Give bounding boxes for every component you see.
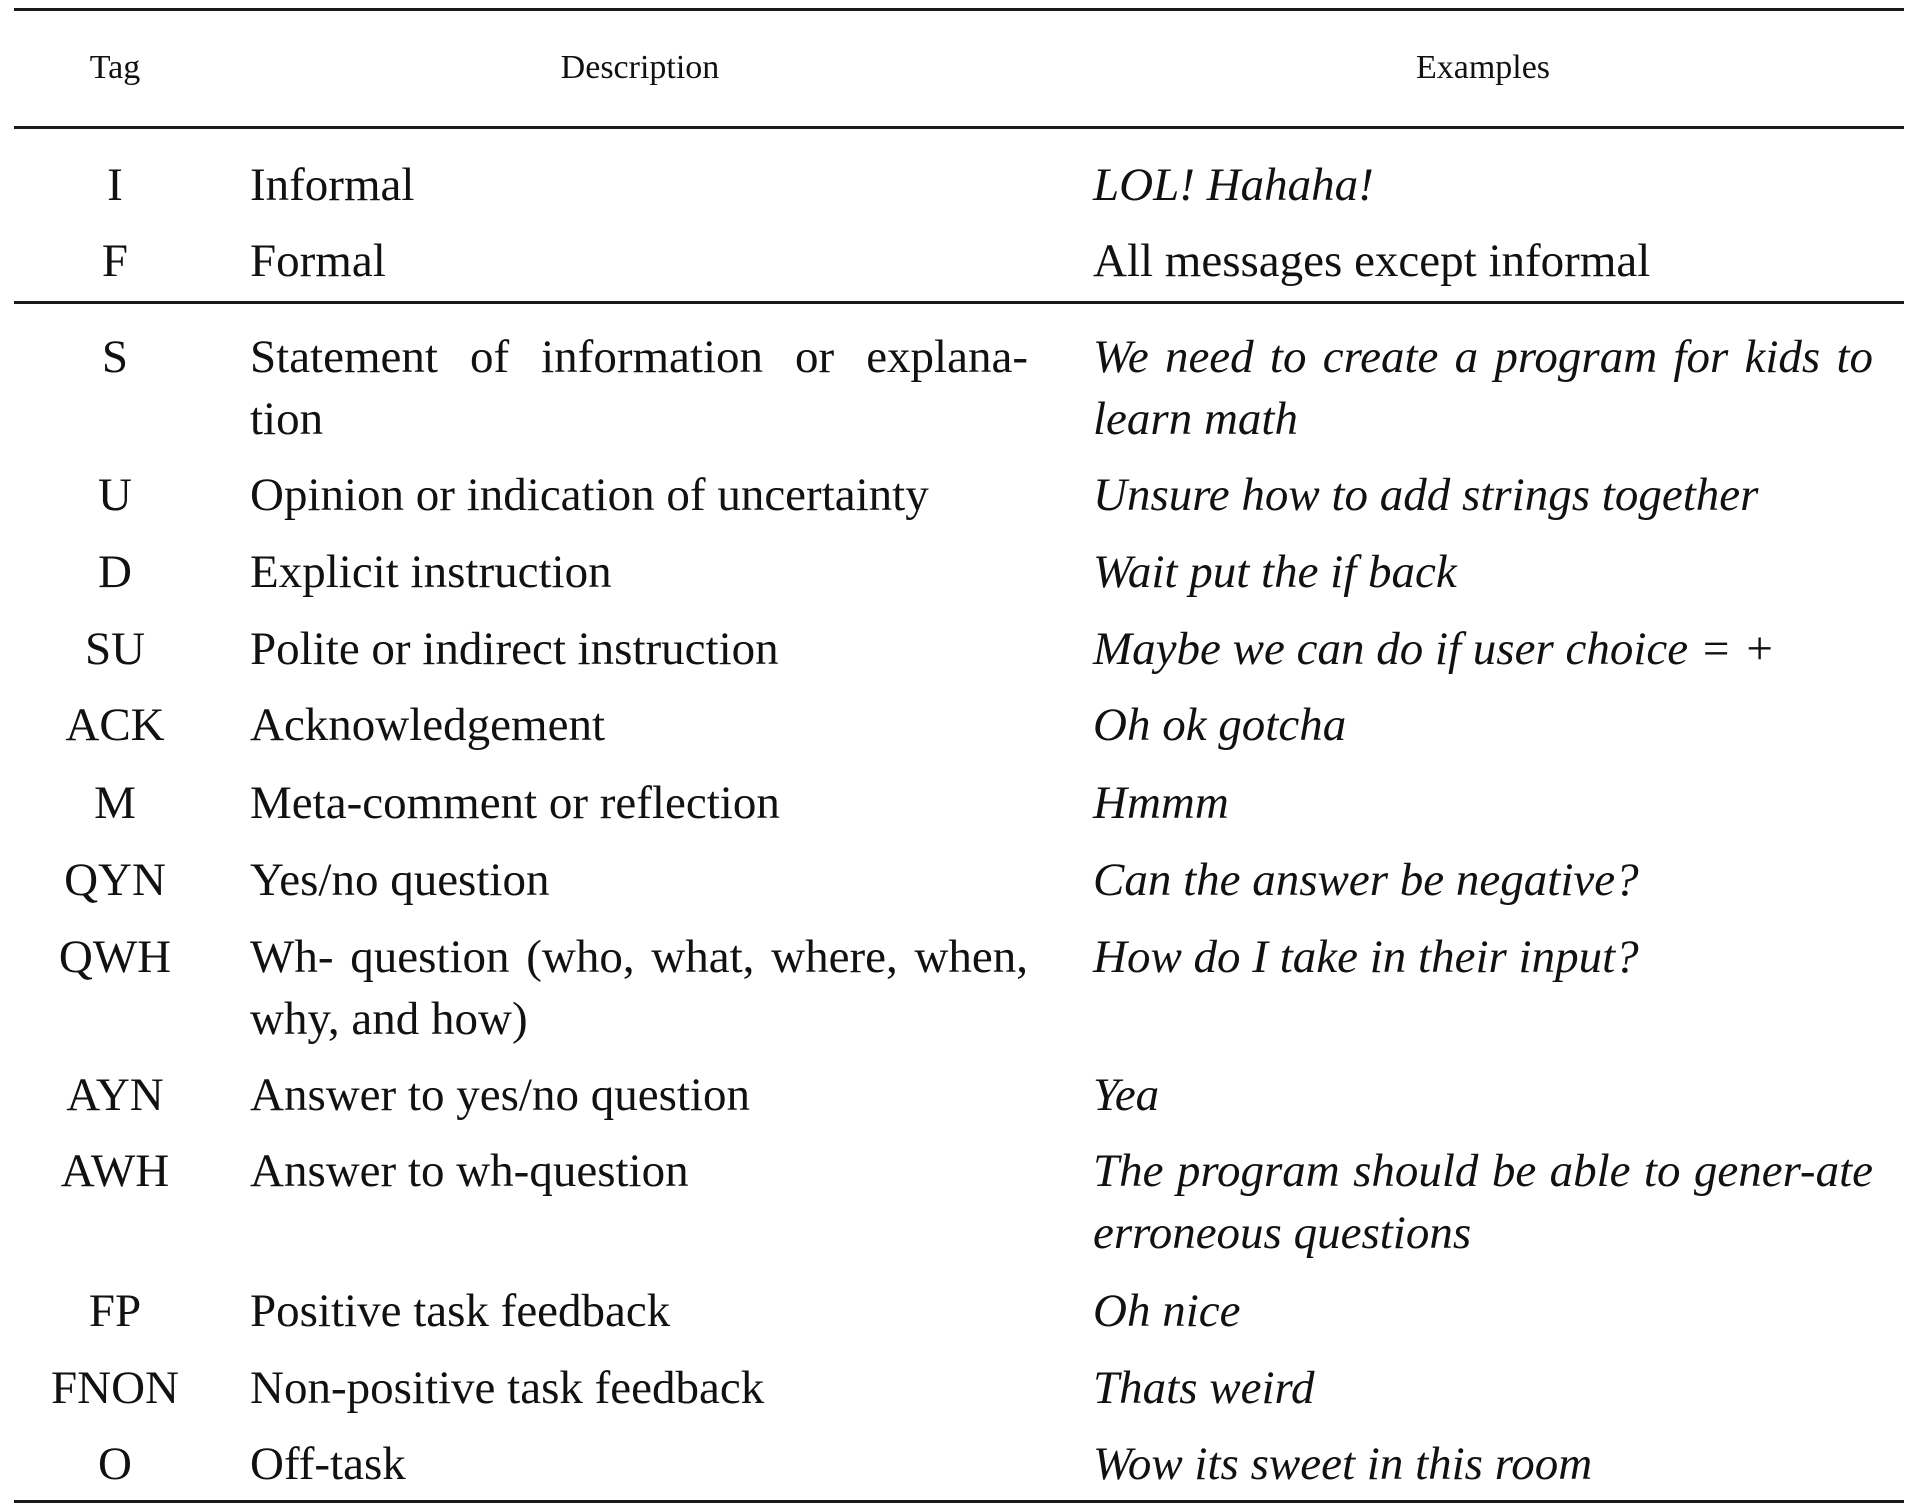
tag-cell: FP [88, 1285, 142, 1337]
tag-cell: F [101, 235, 129, 287]
description-cell: Acknowledgement [250, 699, 606, 751]
description-cell: Positive task feedback [250, 1285, 671, 1337]
tag-cell: ACK [65, 699, 165, 751]
example-cell: How do I take in their input? [1093, 931, 1639, 983]
tag-cell: SU [84, 623, 146, 675]
top-rule [14, 8, 1904, 11]
description-cell: Explicit instruction [250, 546, 612, 598]
description-cell: Non-positive task feedback [250, 1362, 765, 1414]
description-cell: Statement of information or explana-tion [250, 331, 1028, 445]
example-cell: Unsure how to add strings together [1093, 469, 1759, 521]
tag-cell: AYN [66, 1069, 164, 1121]
description-cell: Polite or indirect instruction [250, 623, 779, 675]
description-cell: Answer to yes/no question [250, 1069, 750, 1121]
header-examples: Examples [1415, 49, 1551, 86]
example-cell: Wow its sweet in this room [1093, 1438, 1593, 1490]
example-cell: Oh nice [1093, 1285, 1241, 1337]
example-cell: Hmmm [1093, 777, 1229, 829]
tag-cell: I [107, 159, 123, 211]
description-cell: Yes/no question [250, 854, 550, 906]
tag-cell: M [94, 777, 136, 829]
group-rule [14, 301, 1904, 304]
tag-cell: S [101, 331, 129, 383]
example-cell: Thats weird [1093, 1362, 1315, 1414]
tag-cell: U [98, 469, 132, 521]
description-cell: Formal [250, 235, 386, 287]
tag-cell: QWH [58, 931, 172, 983]
example-cell: All messages except informal [1093, 235, 1651, 287]
example-cell: Maybe we can do if user choice = + [1093, 623, 1776, 675]
description-cell: Off-task [250, 1438, 406, 1490]
example-cell: Wait put the if back [1093, 546, 1457, 598]
example-cell: Can the answer be negative? [1093, 854, 1639, 906]
description-cell: Answer to wh-question [250, 1145, 689, 1197]
tag-cell: AWH [60, 1145, 170, 1197]
tag-cell: FNON [51, 1362, 179, 1414]
description-cell: Informal [250, 159, 415, 211]
tag-cell: O [98, 1438, 132, 1490]
example-cell: Oh ok gotcha [1093, 699, 1347, 751]
tag-cell: D [98, 546, 132, 598]
description-cell: Wh- question (who, what, where, when, why, and how) [250, 931, 1028, 1045]
description-cell: Opinion or indication of uncertainty [250, 469, 929, 521]
example-cell: Yea [1093, 1069, 1160, 1121]
example-cell: The program should be able to gener-ate erroneous questions [1093, 1145, 1873, 1259]
example-cell: We need to create a program for kids to learn math [1093, 331, 1873, 445]
description-cell: Meta-comment or reflection [250, 777, 780, 829]
header-description: Description [560, 49, 720, 86]
tag-cell: QYN [64, 854, 166, 906]
header-tag: Tag [89, 49, 141, 86]
header-rule [14, 126, 1904, 129]
example-cell: LOL! Hahaha! [1093, 159, 1374, 211]
bottom-rule [14, 1500, 1904, 1503]
